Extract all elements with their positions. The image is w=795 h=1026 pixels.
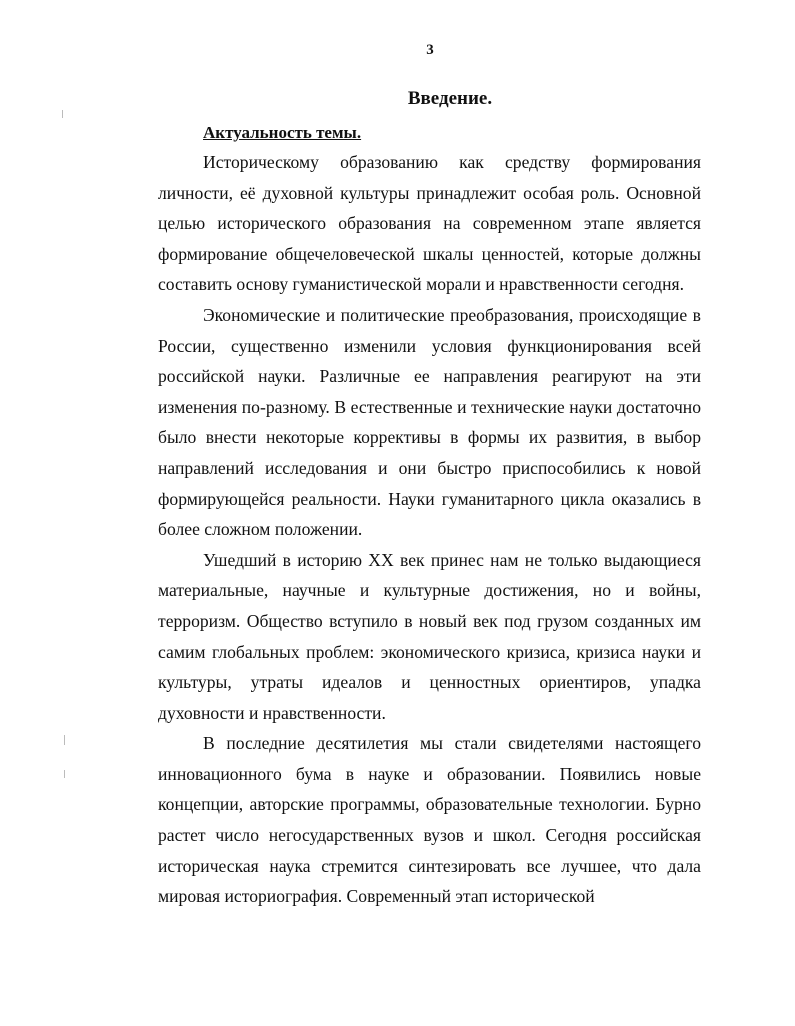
paragraph-2: Экономические и политические преобразования, происходящие в России, существенно изменили условия функционирования всей российской науки. Различные ее направления реагируют на эти изменения по-разному. В естественные и технические науки достаточно было внести некоторые коррективы в формы их развития, в выбор направлений исследования и они быстро приспособились к новой формирующейся реальности. Науки гуманитарного цикла оказались в более сложном положении.: [158, 304, 701, 540]
paragraph-4: В последние десятилетия мы стали свидетелями настоящего инновационного бума в науке и образовании. Появились новые концепции, авторские программы, образовательные технологии. Бурно растет число негосударственных вузов и школ. Сегодня российская историческая наука стремится синтезировать все лучшее, что дала мировая историография. Современный этап исторической: [158, 733, 701, 907]
scan-mark: [64, 735, 65, 745]
scan-mark: [64, 770, 65, 778]
paragraph-1: Историческому образованию как средству формирования личности, её духовной культуры принадлежит особая роль. Основной целью исторического образования на современном этапе является формирование общечеловеческой шкалы ценностей, которые должны составить основу гуманистической морали и нравственности сегодня.: [158, 152, 701, 295]
body-text: [158, 147, 701, 912]
page-title: Введение.: [407, 88, 493, 109]
section-subheading: Актуальность темы.: [203, 123, 362, 142]
scan-mark: [62, 110, 63, 118]
page-number: 3: [426, 42, 434, 58]
paragraph-3: Ушедший в историю XX век принес нам не только выдающиеся материальные, научные и культурные достижения, но и войны, терроризм. Общество вступило в новый век под грузом созданных им самим глобальных проблем: экономического кризиса, кризиса науки и культуры, утраты идеалов и ценностных ориентиров, упадка духовности и нравственности.: [158, 549, 701, 723]
